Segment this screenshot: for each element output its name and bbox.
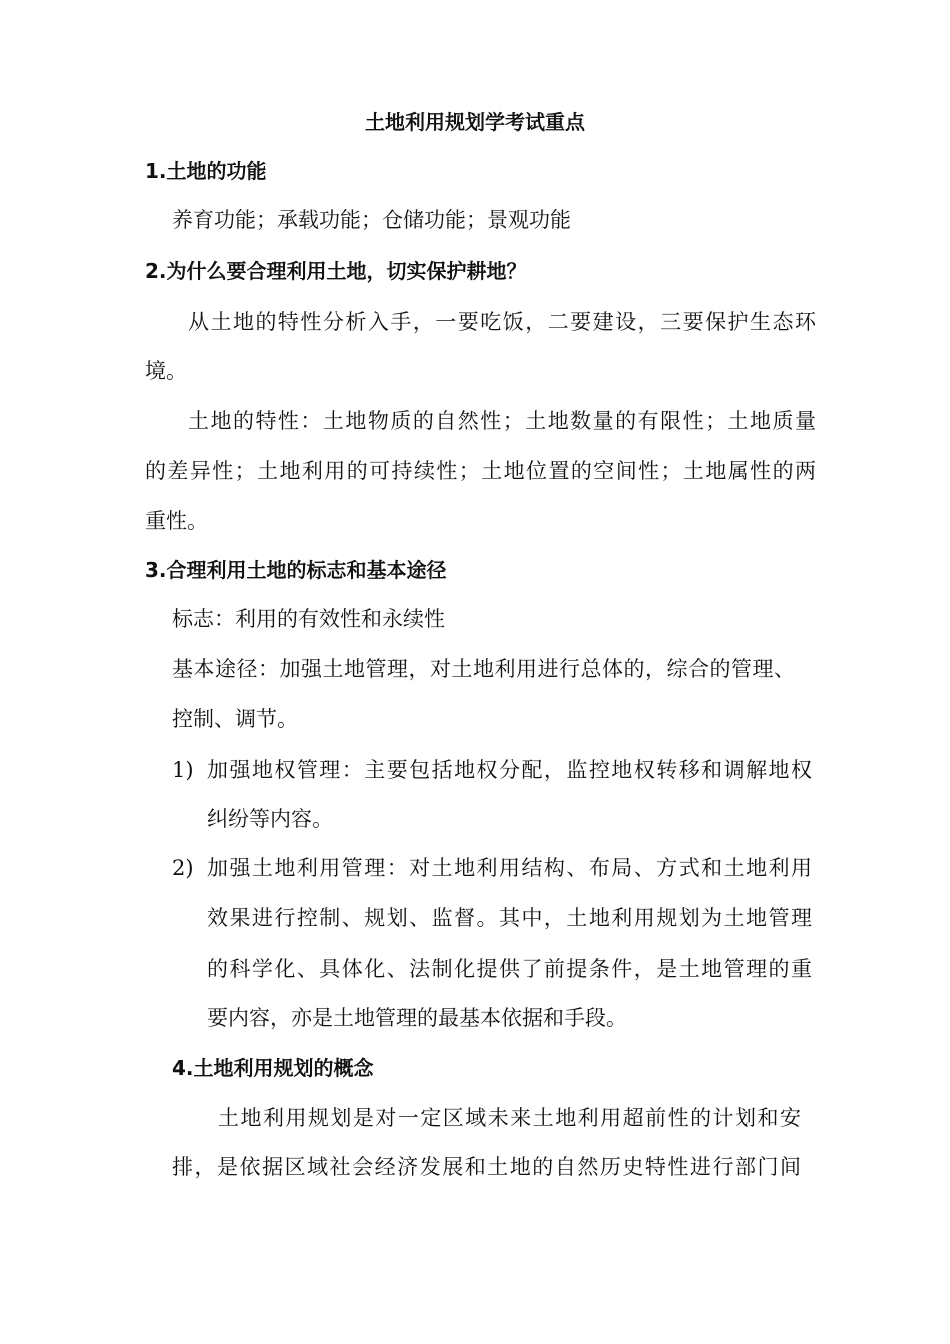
list-item-1-line-2: 纠纷等内容。 xyxy=(207,807,333,831)
section-4-line-2: 排，是依据区域社会经济发展和土地的自然历史特性进行部门间 xyxy=(172,1155,801,1179)
section-2-paragraph-1-line-2: 境。 xyxy=(145,359,187,383)
list-item-2-line-1: 加强土地利用管理：对土地利用结构、布局、方式和土地利用 xyxy=(207,856,812,880)
section-2-paragraph-1-line-1: 从土地的特性分析入手，一要吃饭，二要建设，三要保护生态环 xyxy=(188,310,816,334)
section-3-approach-line-2: 控制、调节。 xyxy=(172,707,298,731)
section-2-heading: 2.为什么要合理利用土地，切实保护耕地？ xyxy=(145,259,527,283)
section-1-heading: 1.土地的功能 xyxy=(145,159,267,183)
section-1-text: 养育功能；承载功能；仓储功能；景观功能 xyxy=(172,208,571,232)
section-2-paragraph-2-line-1: 土地的特性：土地物质的自然性；土地数量的有限性；土地质量 xyxy=(188,409,816,433)
section-3-heading: 3.合理利用土地的标志和基本途径 xyxy=(145,558,447,582)
section-2-paragraph-2-line-2: 的差异性；土地利用的可持续性；土地位置的空间性；土地属性的两 xyxy=(145,459,816,483)
section-2-paragraph-2-line-3: 重性。 xyxy=(145,509,208,533)
section-3-approach-line-1: 基本途径：加强土地管理，对土地利用进行总体的，综合的管理、 xyxy=(172,657,795,681)
list-item-1-number: 1) xyxy=(172,758,194,782)
section-3-mark: 标志：利用的有效性和永续性 xyxy=(172,607,445,631)
section-4-heading: 4.土地利用规划的概念 xyxy=(172,1056,374,1080)
list-item-2-number: 2) xyxy=(172,856,194,880)
list-item-2-line-3: 的科学化、具体化、法制化提供了前提条件，是土地管理的重 xyxy=(207,957,812,981)
list-item-1-line-1: 加强地权管理：主要包括地权分配，监控地权转移和调解地权 xyxy=(207,758,812,782)
section-4-line-1: 土地利用规划是对一定区域未来土地利用超前性的计划和安 xyxy=(218,1106,801,1130)
list-item-2-line-2: 效果进行控制、规划、监督。其中，土地利用规划为土地管理 xyxy=(207,906,812,930)
list-item-2-line-4: 要内容，亦是土地管理的最基本依据和手段。 xyxy=(207,1006,627,1030)
document-title: 土地利用规划学考试重点 xyxy=(365,110,585,134)
